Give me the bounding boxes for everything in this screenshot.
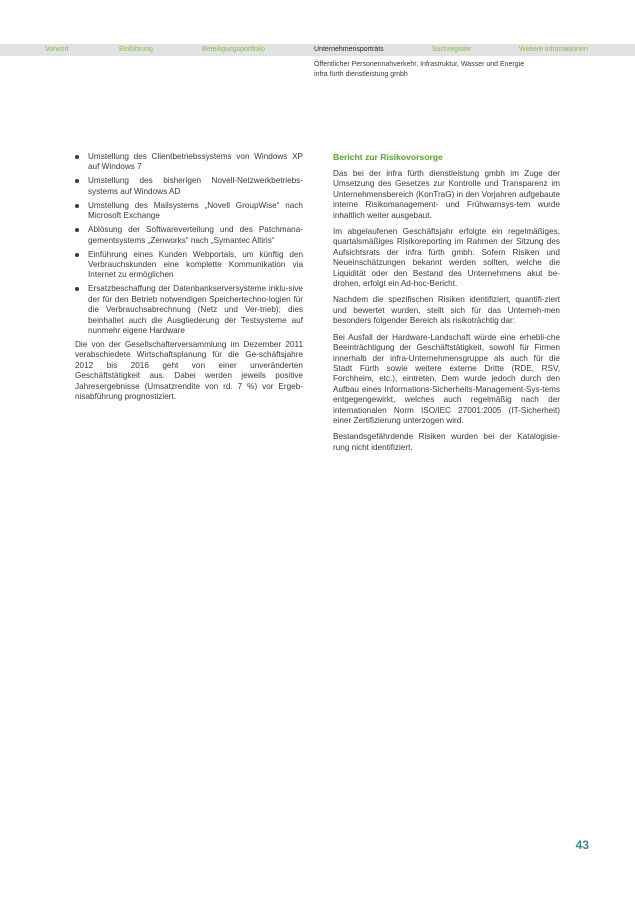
bullet-icon [75, 253, 79, 257]
nav-item-weitere-informationen[interactable]: Weitere Informationen [519, 46, 588, 53]
page-number: 43 [575, 838, 589, 852]
list-item-text: Umstellung des Clientbetriebssystems von Windows XP auf Windows 7 [88, 152, 303, 172]
right-column [333, 152, 560, 459]
list-item [75, 176, 303, 197]
left-column [75, 152, 303, 409]
list-item [75, 225, 303, 246]
top-navigation-bar [0, 44, 635, 56]
nav-item-vorwort[interactable]: Vorwort [45, 46, 69, 53]
list-item-text: Ersatzbeschaffung der Datenbankserversysteme inklu-sive der für den Betrieb notwendigen Speichertechno-logien für die Verbrauchsabrechnung (Netz und Ver-trieb); dies beinhaltet auch die Ausgliederung der Testsysteme auf nunmehr eigene Hardware [88, 284, 303, 336]
list-item [75, 250, 303, 281]
company-subtitle: infra fürth dienstleistung gmbh [314, 71, 408, 78]
bullet-list [75, 152, 303, 336]
paragraph: Bestandsgefährdende Risiken wurden bei der Katalogisie-rung nicht identifiziert. [333, 432, 560, 452]
nav-item-suchregister[interactable]: Suchregister [432, 46, 472, 53]
paragraph: Im abgelaufenen Geschäftsjahr erfolgte ein regelmäßiges, quartalsmäßiges Risikoreporting im Rahmen der Sitzung des Aufsichtsrats der infra fürth gmbh. Sofern Risiken und Neueinschätzungen bekannt werden sollten, welche die Liquidität oder den Bestand des Unternehmens akut be-drohen, erfolgt ein Ad-hoc-Bericht. [333, 227, 560, 289]
bullet-icon [75, 179, 79, 183]
list-item [75, 284, 303, 336]
bullet-icon [75, 155, 79, 159]
bullet-icon [75, 228, 79, 232]
list-item-text: Umstellung des bisherigen Novell-Netzwerkbetriebs-systems auf Windows AD [88, 176, 303, 196]
list-item-text: Einführung eines Kunden Webportals, um künftig den Verbrauchskunden eine komplette Kommunikation via Internet zu ermöglichen [88, 249, 303, 280]
section-heading: Bericht zur Risikovorsorge [333, 152, 443, 162]
bullet-icon [75, 204, 79, 208]
list-item-text: Ablösung der Softwareverteilung und des Patchmana-gementsystems „Zenworks“ nach „Symantec Altiris“ [88, 225, 303, 245]
planning-paragraph: Die von der Gesellschafterversammlung im Dezember 2011 verabschiedete Wirtschaftsplanung für die Ge-schäftsjahre 2012 bis 2016 geht von einer unveränderten Geschäftstätigkeit aus. Dabei werden jeweils positive Jahresergebnisse (Umsatzrendite von rd. 7 %) vor Ergeb-nisabführung prognostiziert. [75, 340, 303, 402]
nav-item-unternehmensportraets[interactable]: Unternehmensporträts [314, 46, 384, 53]
list-item-text: Umstellung des Mailsystems „Novell GroupWise“ nach Microsoft Exchange [88, 200, 303, 221]
paragraph: Nachdem die spezifischen Risiken identifiziert, quantifi-ziert und bewertet wurden, stellt sich für das Unterneh-men besonders folgender Bereich als risikoträchtig dar: [333, 295, 560, 326]
bullet-icon [75, 287, 79, 291]
paragraph: Das bei der infra fürth dienstleistung gmbh im Zuge der Umsetzung des Gesetzes zur Kontrolle und Transparenz im Unternehmensbereich (KonTraG) in den Vorjahren aufgebaute interne Risikomanagement- und Frühwarnsys-tem wurde inhaltlich weiter ausgebaut. [333, 169, 560, 220]
nav-item-beteiligungsportfolio[interactable]: Beteiligungsportfolio [202, 46, 266, 53]
section-subtitle: Öffentlicher Personennahverkehr, Infrastruktur, Wasser und Energie [314, 61, 525, 68]
paragraph: Bei Ausfall der Hardware-Landschaft würde eine erhebli-che Beeinträchtigung der Geschäftstätigkeit, sowohl für Firmen innerhalb der infra-Unternehmensgruppe als auch für die Stadt Fürth sowie weitere externe Dritte (RDE, RSV, Forchheim, etc.), eintreten. Dem wurde jedoch durch den Aufbau eines Informations-Sicherheits-Management-Sys-tems entgegengewirkt, welches auch regelmäßig nach der internationalen Norm ISO/IEC 27001:2005 (IT-Sicherheit) einer Zertifizierung unterzogen wird. [333, 332, 560, 425]
list-item [75, 152, 303, 173]
nav-item-einfuehrung[interactable]: Einführung [119, 46, 153, 53]
list-item [75, 201, 303, 222]
